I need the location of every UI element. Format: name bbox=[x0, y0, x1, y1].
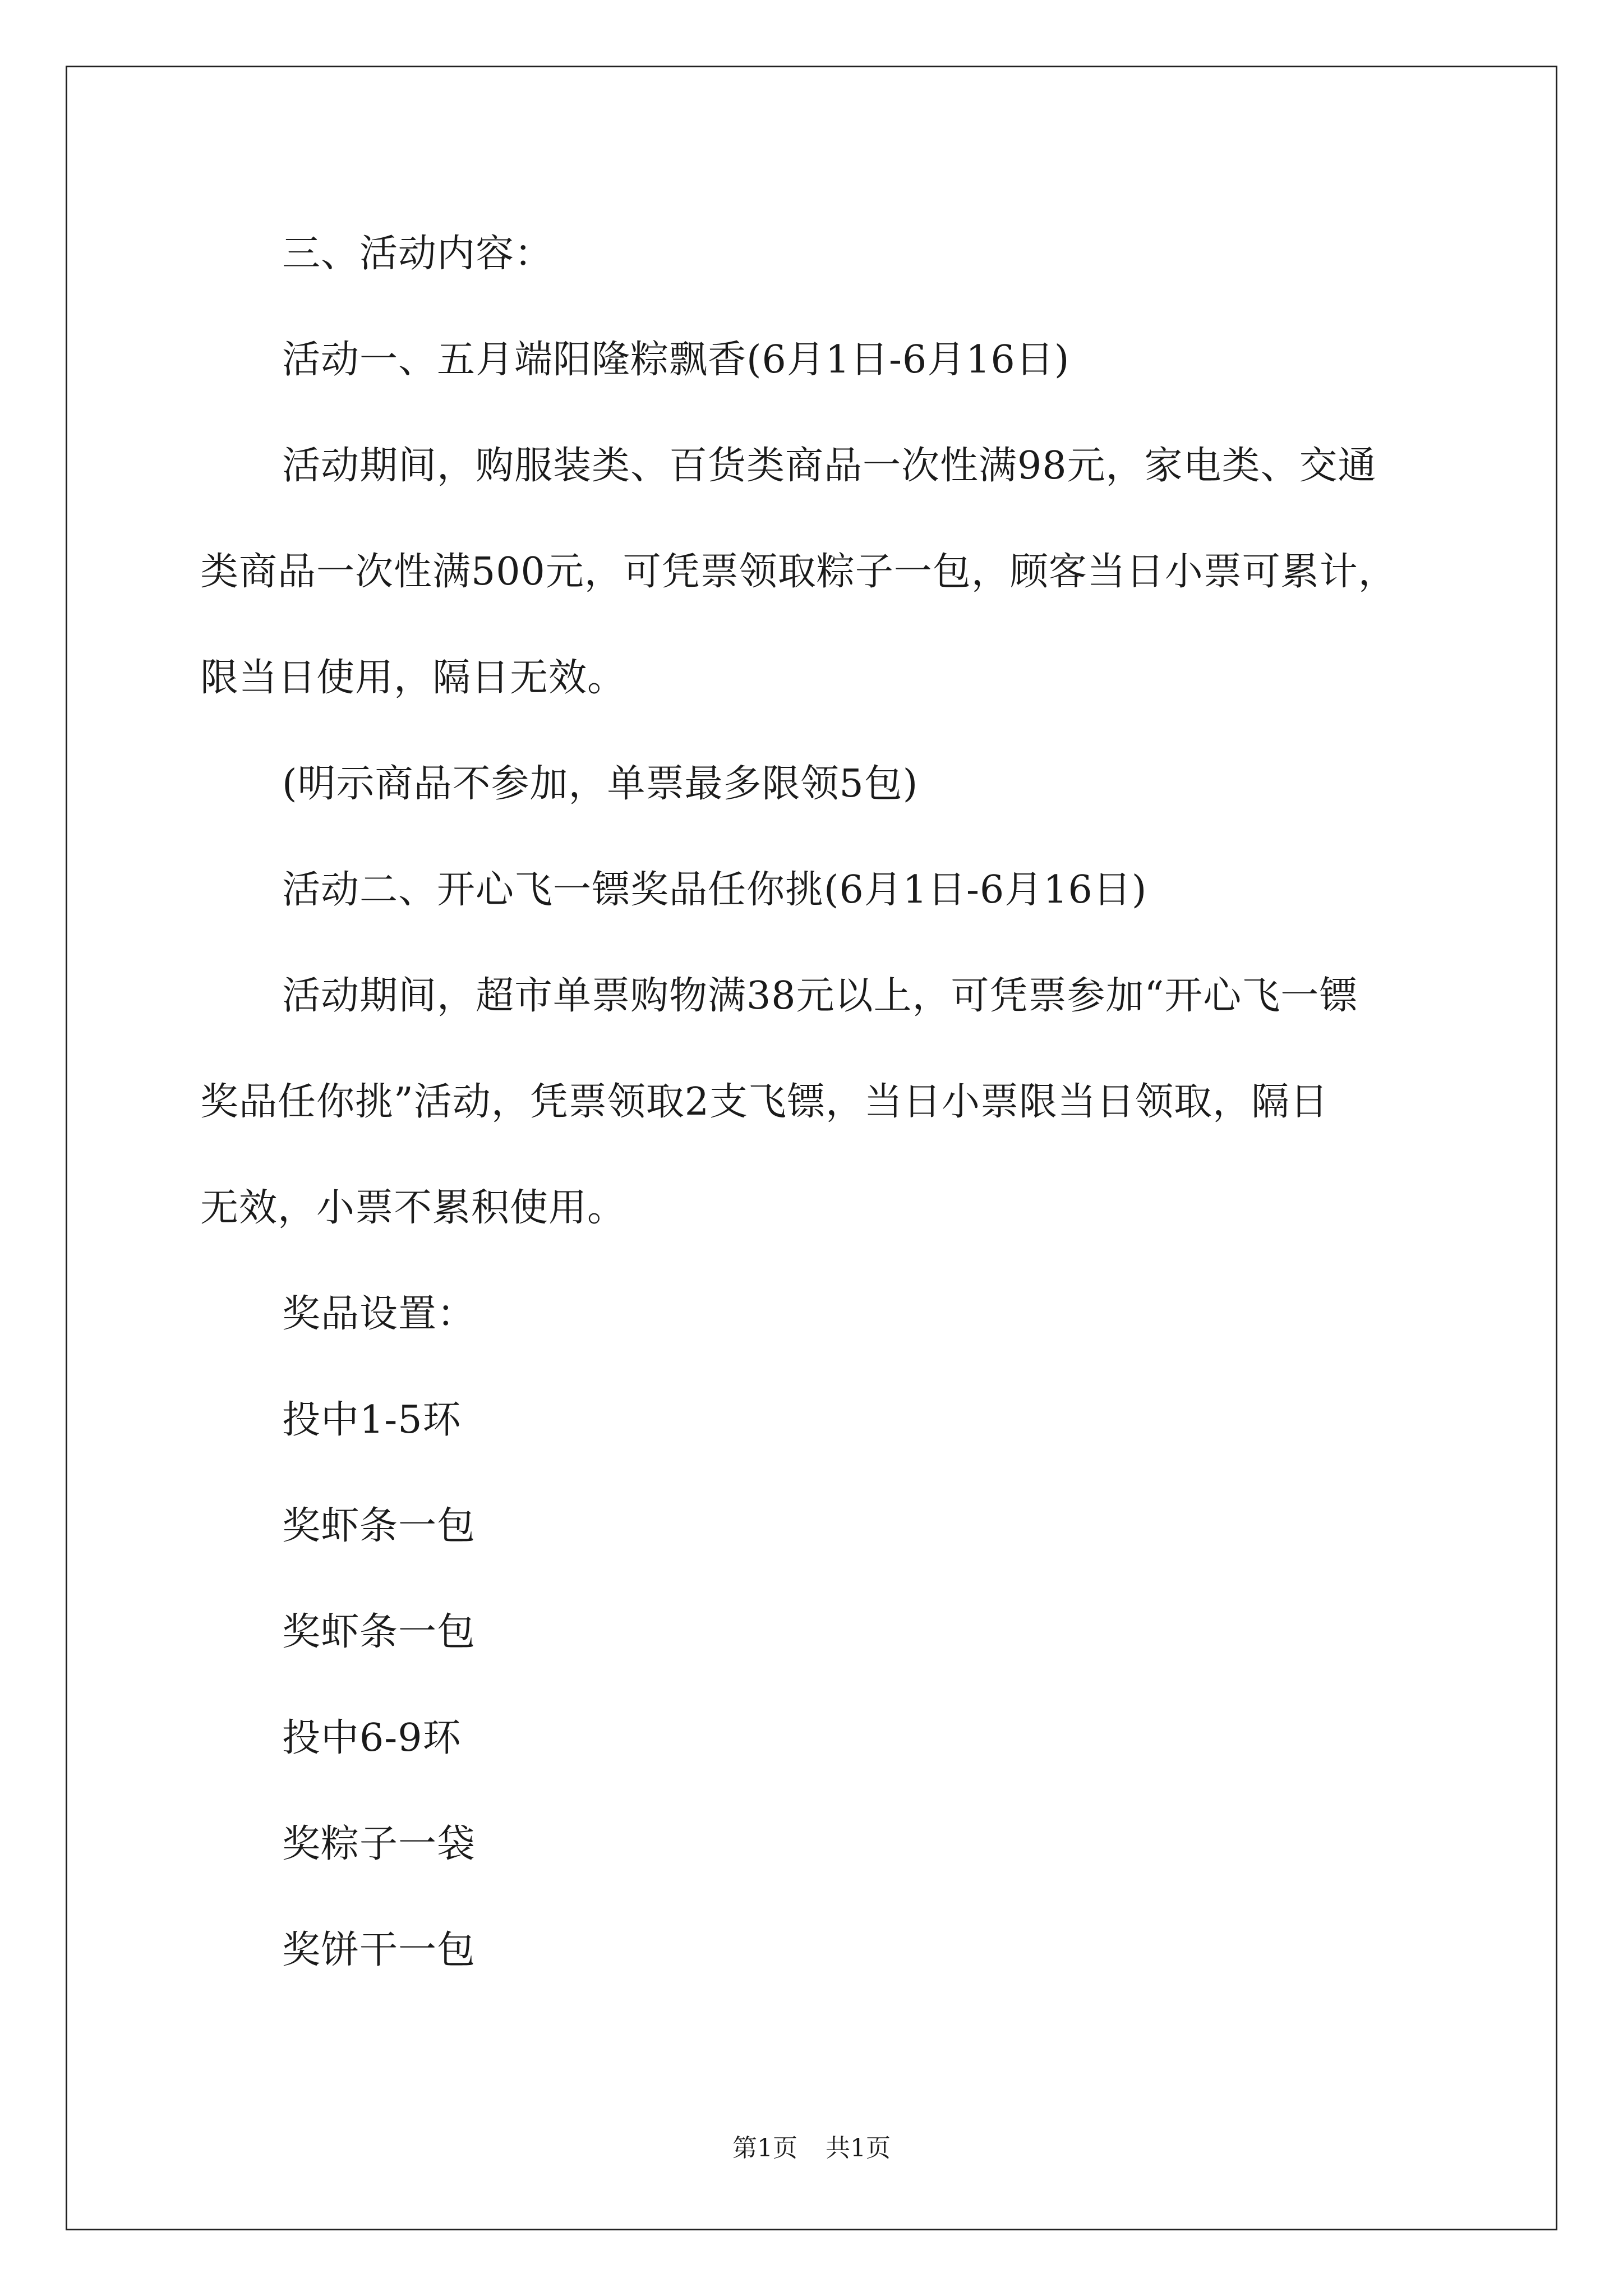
prize-item: 奖粽子一袋 bbox=[282, 1822, 476, 1866]
prize-settings-heading: 奖品设置： bbox=[282, 1292, 476, 1336]
paragraph-line: 无效，小票不累积使用。 bbox=[200, 1186, 626, 1230]
page-footer bbox=[0, 2132, 1623, 2165]
note-line: (明示商品不参加，单票最多限领5包) bbox=[282, 762, 919, 806]
paragraph-line: 类商品一次性满500元，可凭票领取粽子一包，顾客当日小票可累计， bbox=[200, 550, 1397, 594]
section-heading: 三、活动内容： bbox=[282, 232, 554, 276]
prize-item: 奖虾条一包 bbox=[282, 1610, 476, 1654]
activity-two-title: 活动二、开心飞一镖奖品任你挑(6月1日-6月16日) bbox=[282, 868, 1147, 912]
page-frame bbox=[66, 66, 1557, 2230]
page-total: 共1页 bbox=[826, 2134, 891, 2162]
paragraph-line: 限当日使用，隔日无效。 bbox=[200, 656, 626, 700]
paragraph-line: 奖品任你挑”活动，凭票领取2支飞镖，当日小票限当日领取，隔日 bbox=[200, 1080, 1329, 1124]
paragraph-line: 活动期间，超市单票购物满38元以上，可凭票参加“开心飞一镖 bbox=[282, 974, 1358, 1018]
paragraph-line: 活动期间，购服装类、百货类商品一次性满98元，家电类、交通 bbox=[282, 444, 1377, 488]
page-number: 第1页 bbox=[732, 2134, 797, 2162]
prize-item: 奖饼干一包 bbox=[282, 1928, 476, 1972]
prize-tier: 投中6-9环 bbox=[282, 1716, 462, 1760]
prize-tier: 投中1-5环 bbox=[282, 1398, 462, 1442]
prize-item: 奖虾条一包 bbox=[282, 1504, 476, 1548]
activity-one-title: 活动一、五月端阳隆粽飘香(6月1日-6月16日) bbox=[282, 338, 1070, 382]
